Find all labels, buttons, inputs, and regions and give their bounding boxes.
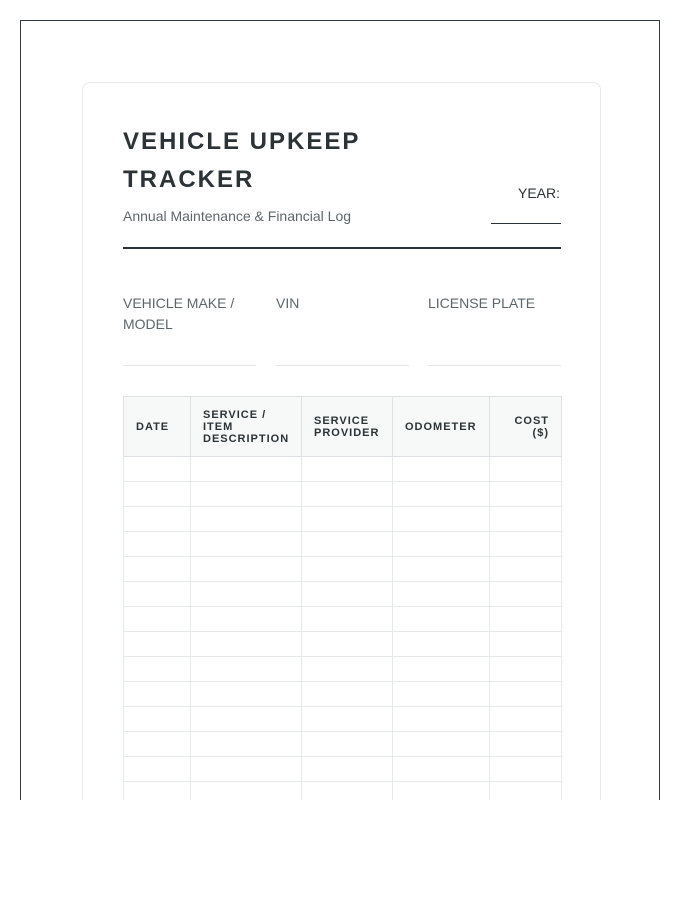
table-cell[interactable] <box>302 482 393 507</box>
table-cell[interactable] <box>124 607 191 632</box>
table-cell[interactable] <box>191 732 302 757</box>
table-cell[interactable] <box>490 707 562 732</box>
table-cell[interactable] <box>393 457 490 482</box>
table-cell[interactable] <box>393 482 490 507</box>
table-row <box>124 557 562 582</box>
table-cell[interactable] <box>393 582 490 607</box>
table-row <box>124 632 562 657</box>
table-cell[interactable] <box>393 632 490 657</box>
table-cell[interactable] <box>302 632 393 657</box>
table-row <box>124 582 562 607</box>
table-cell[interactable] <box>490 682 562 707</box>
table-cell[interactable] <box>124 732 191 757</box>
table-cell[interactable] <box>191 457 302 482</box>
table-cell[interactable] <box>191 657 302 682</box>
table-cell[interactable] <box>191 532 302 557</box>
table-cell[interactable] <box>124 482 191 507</box>
table-row <box>124 507 562 532</box>
table-cell[interactable] <box>124 582 191 607</box>
table-cell[interactable] <box>302 582 393 607</box>
table-cell[interactable] <box>124 682 191 707</box>
vin-entry-line[interactable] <box>276 365 409 366</box>
table-cell[interactable] <box>490 632 562 657</box>
table-cell[interactable] <box>191 707 302 732</box>
tracker-sheet <box>82 82 601 800</box>
table-cell[interactable] <box>302 757 393 782</box>
table-cell[interactable] <box>124 632 191 657</box>
table-body <box>124 457 562 801</box>
table-cell[interactable] <box>302 532 393 557</box>
table-row <box>124 532 562 557</box>
make-model-entry-line[interactable] <box>123 365 256 366</box>
header-divider <box>123 247 561 249</box>
table-cell[interactable] <box>393 707 490 732</box>
page-subtitle: Annual Maintenance & Financial Log <box>123 208 352 224</box>
table-cell[interactable] <box>124 532 191 557</box>
table-row <box>124 482 562 507</box>
table-row <box>124 757 562 782</box>
table-cell[interactable] <box>490 657 562 682</box>
table-cell[interactable] <box>490 732 562 757</box>
table-cell[interactable] <box>490 607 562 632</box>
table-cell[interactable] <box>124 507 191 532</box>
table-cell[interactable] <box>191 682 302 707</box>
table-cell[interactable] <box>191 557 302 582</box>
table-cell[interactable] <box>490 782 562 801</box>
table-cell[interactable] <box>124 782 191 801</box>
year-label: YEAR: <box>518 185 561 201</box>
table-cell[interactable] <box>393 657 490 682</box>
field-label-make-model: VEHICLE MAKE / MODEL <box>123 295 235 332</box>
page-title: VEHICLE UPKEEP TRACKER <box>123 128 360 193</box>
table-cell[interactable] <box>393 507 490 532</box>
table-cell[interactable] <box>490 457 562 482</box>
column-header-description: SERVICE / ITEM DESCRIPTION <box>191 397 302 457</box>
table-row <box>124 707 562 732</box>
table-cell[interactable] <box>302 782 393 801</box>
column-header-date: DATE <box>124 397 191 457</box>
table-cell[interactable] <box>490 582 562 607</box>
license-plate-entry-line[interactable] <box>428 365 561 366</box>
table-cell[interactable] <box>302 557 393 582</box>
table-cell[interactable] <box>490 507 562 532</box>
table-cell[interactable] <box>490 482 562 507</box>
year-entry-line[interactable] <box>491 223 561 224</box>
table-cell[interactable] <box>393 757 490 782</box>
table-row <box>124 682 562 707</box>
table-header-row <box>124 397 562 457</box>
table-cell[interactable] <box>302 607 393 632</box>
column-header-cost: COST ($) <box>490 397 562 457</box>
table-cell[interactable] <box>124 707 191 732</box>
table-cell[interactable] <box>393 732 490 757</box>
table-cell[interactable] <box>393 607 490 632</box>
field-label-vin: VIN <box>276 295 300 311</box>
table-cell[interactable] <box>191 507 302 532</box>
column-header-provider: SERVICE PROVIDER <box>302 397 393 457</box>
table-cell[interactable] <box>302 507 393 532</box>
table-cell[interactable] <box>191 757 302 782</box>
table-cell[interactable] <box>302 707 393 732</box>
table-cell[interactable] <box>393 782 490 801</box>
table-cell[interactable] <box>393 557 490 582</box>
table-cell[interactable] <box>191 607 302 632</box>
table-cell[interactable] <box>393 532 490 557</box>
table-cell[interactable] <box>191 782 302 801</box>
column-header-odometer: ODOMETER <box>393 397 490 457</box>
table-cell[interactable] <box>191 482 302 507</box>
table-cell[interactable] <box>124 757 191 782</box>
field-label-license-plate: LICENSE PLATE <box>428 295 536 311</box>
table-row <box>124 457 562 482</box>
table-cell[interactable] <box>302 657 393 682</box>
table-cell[interactable] <box>302 682 393 707</box>
page-frame <box>20 20 660 800</box>
table-cell[interactable] <box>490 557 562 582</box>
table-row <box>124 732 562 757</box>
table-row <box>124 607 562 632</box>
table-row <box>124 782 562 801</box>
table-cell[interactable] <box>393 682 490 707</box>
table-cell[interactable] <box>124 657 191 682</box>
table-cell[interactable] <box>490 532 562 557</box>
table-cell[interactable] <box>302 457 393 482</box>
table-cell[interactable] <box>124 557 191 582</box>
maintenance-log-table <box>123 396 562 800</box>
table-cell[interactable] <box>191 582 302 607</box>
table-cell[interactable] <box>302 732 393 757</box>
table-cell[interactable] <box>124 457 191 482</box>
table-cell[interactable] <box>191 632 302 657</box>
table-row <box>124 657 562 682</box>
table-cell[interactable] <box>490 757 562 782</box>
